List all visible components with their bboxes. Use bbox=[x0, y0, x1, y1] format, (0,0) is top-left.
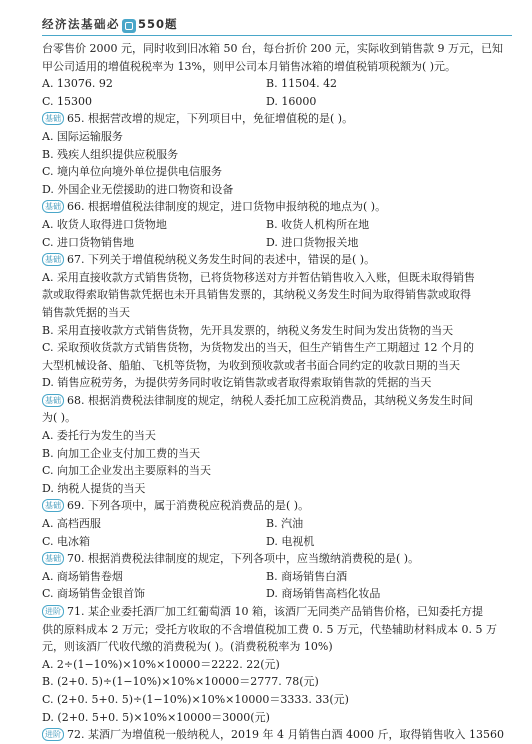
option-c: C. 采取预收货款方式销售货物，为货物发出的当天，但生产销售生产工期超过 12 个月的 bbox=[42, 341, 475, 355]
question-71 bbox=[42, 603, 516, 621]
option-a: A. 国际运输服务 bbox=[42, 129, 123, 143]
option-b: B. 采用直接收款方式销售货物，先开具发票的，纳税义务发生时间为发出货物的当天 bbox=[42, 323, 454, 337]
book-title-count: 550题 bbox=[138, 17, 178, 31]
option-c: C. 15300 bbox=[42, 94, 93, 108]
options-row bbox=[42, 533, 516, 551]
option-a: A. 委托行为发生的当天 bbox=[42, 429, 156, 443]
level-badge: 基础 bbox=[42, 200, 64, 213]
header-divider bbox=[42, 35, 512, 36]
option-b: B. 收货人机构所在地 bbox=[266, 217, 370, 231]
option-a: A. 收货人取得进口货物地 bbox=[42, 217, 167, 231]
option-b: B. 残疾人组织提供应税服务 bbox=[42, 147, 179, 161]
text-line: 台零售价 2000 元，同时收到旧冰箱 50 台，每台折价 200 元，实际收到销售款 9 万元，已知 bbox=[42, 42, 503, 55]
option-d: D. 电视机 bbox=[266, 534, 315, 548]
option-c: C. 进口货物销售地 bbox=[42, 235, 135, 249]
question-stem-cont: 为( )。 bbox=[42, 411, 77, 425]
option-b: B. 商场销售白酒 bbox=[266, 569, 348, 583]
option-a: A. 2÷(1−10%)×10%×10000＝2222. 22(元) bbox=[42, 657, 280, 671]
option-c: C. (2+0. 5+0. 5)÷(1−10%)×10%×10000＝3333. 33(元) bbox=[42, 692, 349, 706]
option-c: C. 向加工企业发出主要原料的当天 bbox=[42, 464, 212, 478]
question-68 bbox=[42, 392, 516, 410]
page-header bbox=[42, 14, 512, 32]
question-stem: 67. 下列关于增值税纳税义务发生时间的表述中，错误的是( )。 bbox=[67, 253, 376, 267]
level-badge: 基础 bbox=[42, 394, 64, 407]
option-a: A. 高档西服 bbox=[42, 517, 101, 531]
option-b: B. 汽油 bbox=[266, 517, 304, 531]
options-row bbox=[42, 216, 516, 234]
question-stem: 66. 根据增值税法律制度的规定，进口货物申报纳税的地点为( )。 bbox=[67, 200, 387, 214]
options-row bbox=[42, 568, 516, 586]
question-67 bbox=[42, 251, 516, 269]
option-c-cont: 大型机械设备、船舶、飞机等货物，为收到预收款或者书面合同约定的收款日期的当天 bbox=[42, 358, 460, 372]
option-b: B. (2+0. 5)÷(1−10%)×10%×10000＝2777. 78(元) bbox=[42, 675, 319, 689]
options-row bbox=[42, 93, 516, 111]
question-stem: 71. 某企业委托酒厂加工红葡萄酒 10 箱，该酒厂无同类产品销售价格，已知委托方提 bbox=[67, 605, 483, 618]
book-title: 经济法基础必 bbox=[42, 17, 120, 31]
level-badge: 进阶 bbox=[42, 605, 64, 618]
text-line: 甲公司适用的增值税税率为 13%，则甲公司本月销售冰箱的增值税销项税额为( )元。 bbox=[42, 59, 457, 73]
question-stem-cont: 元，则该酒厂代收代缴的消费税为( )。(消费税税率为 10%) bbox=[42, 640, 333, 654]
level-badge: 基础 bbox=[42, 499, 64, 512]
question-66 bbox=[42, 198, 516, 216]
level-badge: 基础 bbox=[42, 253, 64, 266]
option-a: A. 商场销售卷烟 bbox=[42, 569, 123, 583]
option-d: D. 商场销售高档化妆品 bbox=[266, 587, 381, 601]
question-70 bbox=[42, 550, 516, 568]
question-stem: 70. 根据消费税法律制度的规定，下列各项中，应当缴纳消费税的是( )。 bbox=[67, 552, 420, 566]
option-a-cont: 销售款凭据的当天 bbox=[42, 305, 130, 319]
question-stem: 68. 根据消费税法律制度的规定，纳税人委托加工应税消费品，其纳税义务发生时间 bbox=[67, 393, 473, 407]
question-72 bbox=[42, 726, 516, 744]
option-b: B. 向加工企业支付加工费的当天 bbox=[42, 446, 201, 460]
options-row bbox=[42, 75, 516, 93]
question-stem-cont: 供的原料成本 2 万元；受托方收取的不含增值税加工费 0. 5 万元，代垫辅助材料成本 0. 5 万 bbox=[42, 622, 497, 636]
option-d: D. 16000 bbox=[266, 94, 317, 108]
question-stem: 72. 某酒厂为增值税一般纳税人，2019 年 4 月销售白酒 4000 斤，取得销售收入 13560 bbox=[67, 728, 504, 742]
level-badge: 基础 bbox=[42, 552, 64, 565]
question-text bbox=[42, 40, 516, 744]
option-b: B. 11504. 42 bbox=[266, 77, 338, 91]
question-stem: 65. 根据营改增的规定，下列项目中，免征增值税的是( )。 bbox=[67, 112, 354, 126]
question-stem: 69. 下列各项中，属于消费税应税消费品的是( )。 bbox=[67, 499, 310, 513]
level-badge: 进阶 bbox=[42, 728, 64, 741]
option-d: D. 进口货物报关地 bbox=[266, 235, 359, 249]
option-d: D. 纳税人提货的当天 bbox=[42, 481, 146, 495]
options-row bbox=[42, 234, 516, 252]
option-c: C. 电冰箱 bbox=[42, 534, 91, 548]
option-d: D. 销售应税劳务，为提供劳务同时收讫销售款或者取得索取销售款的凭据的当天 bbox=[42, 376, 432, 390]
level-badge: 基础 bbox=[42, 112, 64, 125]
question-69 bbox=[42, 497, 516, 515]
option-c: C. 境内单位向境外单位提供电信服务 bbox=[42, 165, 223, 179]
option-a-cont: 款或取得索取销售款凭据也未开具销售发票的，其纳税义务发生时间为取得销售款或取得 bbox=[42, 288, 471, 302]
option-c: C. 商场销售金银首饰 bbox=[42, 587, 146, 601]
option-d: D. (2+0. 5+0. 5)×10%×10000＝3000(元) bbox=[42, 710, 270, 724]
option-a: A. 采用直接收款方式销售货物，已将货物移送对方并暂估销售收入入账，但既未取得销售 bbox=[42, 270, 475, 284]
options-row bbox=[42, 515, 516, 533]
book-logo-icon bbox=[122, 19, 136, 33]
option-d: D. 外国企业无偿援助的进口物资和设备 bbox=[42, 182, 234, 196]
option-a: A. 13076. 92 bbox=[42, 77, 113, 91]
options-row bbox=[42, 585, 516, 603]
question-65 bbox=[42, 110, 516, 128]
